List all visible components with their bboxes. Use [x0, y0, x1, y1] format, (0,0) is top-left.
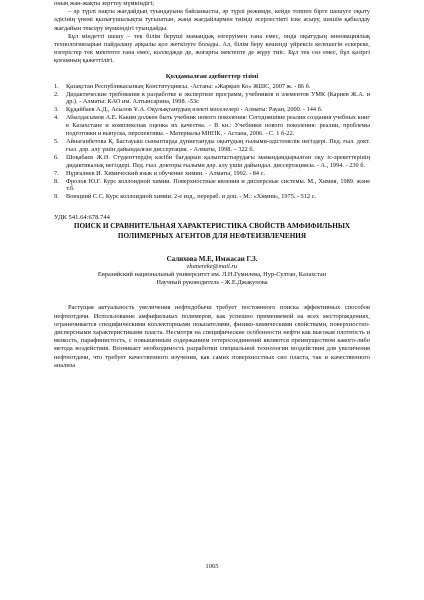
- top-continuation: [54, 0, 370, 66]
- reference-item: 3. Құдайбаев А.Д., Асылов Ұ.А. Оқулықтанудың өзекті мәселелері - Алматы: Рауан, 2000. - 144 б.: [54, 106, 323, 114]
- article-title-line-1: ПОИСК И СРАВНИТЕЛЬНАЯ ХАРАКТЕРИСТИКА СВОЙСТВ АМФИФИЛЬНЫХ: [73, 222, 351, 231]
- scientific-advisor: Научный руководитель - Ж.Е.Джакупова: [156, 279, 268, 287]
- references-list: [54, 83, 370, 202]
- article-authors: Салихова М.Е, Имжасан Г.З.: [166, 255, 258, 264]
- reference-item: 9. Воюцкий С.С. Курс коллоидной химии. 2-е изд., перераб. и доп. - М.: «Химия», 1975. - 512 с.: [54, 193, 317, 201]
- article-abstract: Растущая актуальность увеличения нефтедобычи требует постоянного поиска эффективных способов нефтеотдачи. Использование амфифильных полимеров, как успешно применяемой на всех месторождениях, ограничивается специфическими коллекторными показателями, физико-химическими свойствами, поверхностно-дисперсными характеристиками пласта. Несмотря на специфические особенности нефти как высокая плотность и вязкость, парафинистость, с повышенным содержанием гетеросоединений являются преимуществом какого-либо метода воздействия. Возникает необходимость разработки специальной технологии воздействия для увеличения нефтеотдачи, что требует качественного изучения, как самих поверхностных сил пласта, так и качественного анализа: [54, 304, 370, 369]
- reference-item: 5. Айнаганбетова Қ. Бастауыш сыныптарда дүниетануды оқытудың ғылыми-әдістемелік негіздері. Пед. ғыл. докт. ғыл. дәр. алу үшін дайындалған диссертация. - Алматы, 1998. – 322 б.: [54, 137, 370, 153]
- bullet-paragraph: – әр түрлі нақты жағдайдың туындауына байланысты, әр түрлі режимде, кейде топпен бірге шешуге оқыту әдісінің үнемі қызығушылықты туғызатын, жаңа жағдайлармен тиімді әсерлестікті іске асыру, шешім қабылдау жағдайын тексеру мүмкіндігі туындайды.: [54, 8, 370, 32]
- reference-item: 1. Қазақстан Республикасының Конституциясы. -Астана: «Жарқын Ко» ЖШС, 2007 ж. - 86 б.: [54, 82, 311, 90]
- body-paragraph: Бұл міндетті шешу – тек білім беруші мамандық өзгеруімен ғана емес, онда оқытудың инновациялық технологияларын пайдалану арқылы қол жеткізуге болады. Ал, білім беру кешенді үйрексіз келешегін ескереке, өзгерістер тек мектепте ғана емес, колледжде де, жоғарғы мектепте де жүру тиіс. Бұл тек сөз емес, бұл қазіргі қоғамның қажеттілігі.: [54, 32, 370, 65]
- top-line: оның жан-жақты зерттеу мүмкіндігі;: [54, 0, 155, 7]
- reference-item: 8. Фролов Ю.Г. Курс коллоидной химии. Поверхностные явления и дисперсные системы. М., Химия, 1989. және т.б.: [54, 177, 370, 193]
- reference-item: 2. Дидактические требования к разработке и экспертизе программ, учебников и элементов УМК (Кариев Ж.А. и др.). - Алматы: КАО им. Алтынсарина, 1998. -53с: [54, 90, 370, 106]
- reference-item: 4. Абылдасымов А.Е. Каким должен быть учебник нового поколения: Сегодняшние реалии создания учебных книг в Казахстане и комплексная оценка их качества. - В кн.: Учебники нового поколения: реалии, проблемы подготовки и выпуска, перспективы. - Материалы МНПК. - Астана, 2006. - С. 1 б-22.: [54, 114, 370, 138]
- article-header: [54, 214, 370, 287]
- article-title-line-2: ПОЛИМЕРНЫХ АГЕНТОВ ДЛЯ НЕФТЕИЗВЛЕЧЕНИЯ: [117, 231, 307, 240]
- author-affiliation: Евразийский национальный университет им. Л.Н.Гумилева, Нур-Султан, Казахстан: [97, 271, 327, 279]
- reference-item: 6. Шоқабаев Ж.Ә. Студенттердің кәсіби бағдарын қалыптастырудағы мамандандырылған оқу іс-әрекеттерінің дидактикалық негіздері. Пед. ғыл. докторы ғылыми дәр. алу үшін дайындал. диссертациясы. - А., 1994. - 230 б.: [54, 153, 370, 169]
- udc-code: УДК 541.64:678.744: [54, 214, 110, 222]
- author-email: zhanereke@mail.ru: [186, 263, 238, 271]
- page-number: 1065: [205, 563, 219, 570]
- references-title: Қолданылған әдебиеттер тізімі: [165, 72, 259, 80]
- references-section: [54, 73, 370, 202]
- reference-item: 7. Нұрғалиев И. Химический язык и обучение химии. - Алматы, 1992. - 84 с.: [54, 169, 266, 177]
